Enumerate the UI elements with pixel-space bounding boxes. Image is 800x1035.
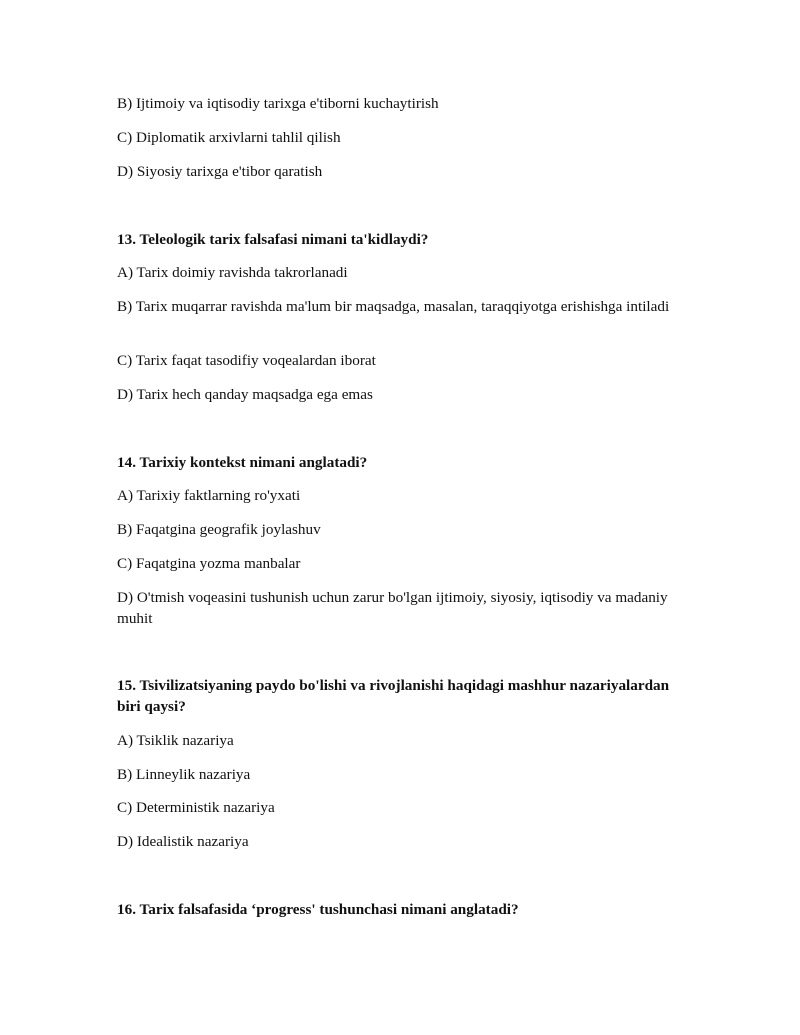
q14-option-b: B) Faqatgina geografik joylashuv: [117, 521, 321, 538]
q15-option-d: D) Idealistik nazariya: [117, 833, 249, 850]
q13-option-d: D) Tarix hech qanday maqsadga ega emas: [117, 386, 373, 403]
q13-option-c: C) Tarix faqat tasodifiy voqealardan iborat: [117, 352, 376, 369]
option-c-prev: C) Diplomatik arxivlarni tahlil qilish: [117, 129, 341, 146]
q14-option-d: D) O'tmish voqeasini tushunish uchun zarur bo'lgan ijtimoiy, siyosiy, iqtisodiy va madaniy muhit: [117, 589, 668, 627]
option-d-prev: D) Siyosiy tarixga e'tibor qaratish: [117, 163, 323, 180]
question-16: 16. Tarix falsafasida ‘progress' tushunchasi nimani anglatadi?: [117, 901, 519, 918]
q15-option-b: B) Linneylik nazariya: [117, 766, 251, 783]
q13-option-a: A) Tarix doimiy ravishda takrorlanadi: [117, 264, 348, 281]
q14-option-c: C) Faqatgina yozma manbalar: [117, 555, 301, 572]
q15-option-a: A) Tsiklik nazariya: [117, 732, 234, 749]
q15-option-c: C) Deterministik nazariya: [117, 799, 275, 816]
question-15: 15. Tsivilizatsiyaning paydo bo'lishi va rivojlanishi haqidagi mashhur nazariyalardan biri qaysi?: [117, 677, 670, 715]
question-13: 13. Teleologik tarix falsafasi nimani ta'kidlaydi?: [117, 231, 429, 248]
option-b-prev: B) Ijtimoiy va iqtisodiy tarixga e'tiborni kuchaytirish: [117, 95, 439, 112]
question-14: 14. Tarixiy kontekst nimani anglatadi?: [117, 454, 368, 471]
q14-option-a: A) Tarixiy faktlarning ro'yxati: [117, 487, 301, 504]
q13-option-b: B) Tarix muqarrar ravishda ma'lum bir maqsadga, masalan, taraqqiyotga erishishga intiladi: [117, 298, 670, 315]
